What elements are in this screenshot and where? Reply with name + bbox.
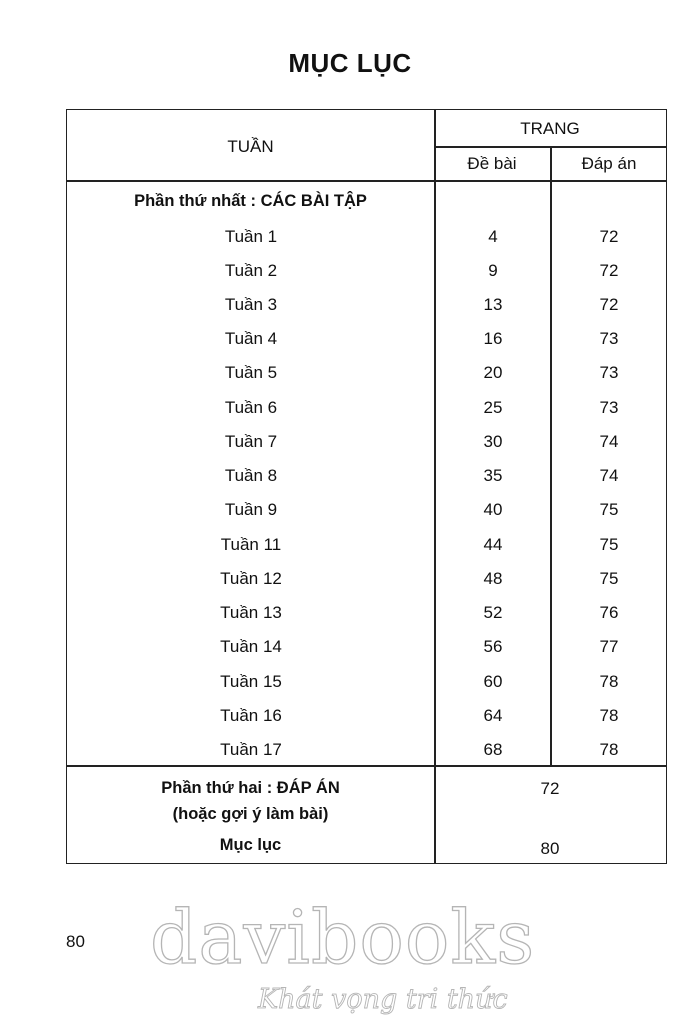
toc-table (66, 109, 667, 864)
dap-an-cell: 74 (599, 466, 619, 485)
week-cell: Tuần 5 (224, 363, 278, 382)
dap-an-cell: 76 (599, 603, 619, 622)
table-row (67, 432, 667, 466)
table-row (67, 398, 667, 432)
table-row (67, 535, 667, 569)
page-number: 80 (66, 932, 85, 951)
table-row (67, 295, 667, 329)
week-cell: Tuần 13 (220, 603, 282, 622)
table-row (67, 603, 667, 637)
week-cell: Tuần 15 (220, 672, 282, 691)
de-bai-cell: 16 (483, 329, 503, 348)
week-cell: Tuần 14 (220, 637, 282, 656)
dap-an-cell: 72 (599, 227, 619, 246)
page-title: MỤC LỤC (288, 48, 412, 78)
de-bai-cell: 30 (483, 432, 503, 451)
watermark-logo: davibooks (150, 895, 536, 981)
header-de-bai: Đề bài (467, 154, 517, 173)
week-cell: Tuần 1 (224, 227, 278, 246)
table-row (67, 569, 667, 603)
de-bai-cell: 44 (483, 535, 503, 554)
dap-an-cell: 78 (599, 706, 619, 725)
table-row (67, 706, 667, 740)
part2-label: Phần thứ hai : ĐÁP ÁN (161, 779, 340, 797)
week-cell: Tuần 3 (224, 295, 278, 314)
watermark-tagline: Khát vọng tri thức (258, 984, 508, 1015)
dap-an-cell: 78 (599, 672, 619, 691)
table-row (67, 637, 667, 671)
dap-an-cell: 72 (599, 261, 619, 280)
dap-an-cell: 75 (599, 535, 619, 554)
header-dap-an: Đáp án (581, 154, 637, 173)
week-cell: Tuần 17 (220, 740, 282, 759)
de-bai-cell: 52 (483, 603, 503, 622)
table-row (67, 672, 667, 706)
dap-an-cell: 73 (599, 398, 619, 417)
week-cell: Tuần 11 (220, 535, 282, 554)
part2-sublabel: (hoặc gợi ý làm bài) (172, 805, 329, 823)
de-bai-cell: 9 (488, 261, 498, 280)
table-row (67, 466, 667, 500)
de-bai-cell: 13 (483, 295, 503, 314)
de-bai-cell: 64 (483, 706, 503, 725)
week-cell: Tuần 9 (224, 500, 278, 519)
dap-an-cell: 77 (599, 637, 619, 656)
header-bottom-line (67, 180, 666, 182)
de-bai-cell: 40 (483, 500, 503, 519)
dap-an-cell: 78 (599, 740, 619, 759)
dap-an-cell: 73 (599, 329, 619, 348)
week-cell: Tuần 16 (220, 706, 282, 725)
week-cell: Tuần 6 (224, 398, 278, 417)
dap-an-cell: 75 (599, 569, 619, 588)
muc-luc-label: Mục lục (219, 836, 282, 854)
week-cell: Tuần 7 (224, 432, 278, 451)
week-cell: Tuần 12 (220, 569, 282, 588)
de-bai-cell: 4 (488, 227, 498, 246)
de-bai-cell: 48 (483, 569, 503, 588)
muc-luc-page: 80 (540, 839, 560, 858)
table-row (67, 261, 667, 295)
de-bai-cell: 25 (483, 398, 503, 417)
dap-an-cell: 73 (599, 363, 619, 382)
dap-an-cell: 72 (599, 295, 619, 314)
table-row (67, 329, 667, 363)
part2-page: 72 (540, 779, 560, 798)
de-bai-cell: 35 (483, 466, 503, 485)
part1-label: Phần thứ nhất : CÁC BÀI TẬP (134, 192, 367, 210)
table-row (67, 740, 667, 774)
week-cell: Tuần 4 (224, 329, 278, 348)
header-trang: TRANG (520, 119, 580, 138)
dap-an-cell: 75 (599, 500, 619, 519)
header-split-line (434, 146, 666, 148)
de-bai-cell: 20 (483, 363, 503, 382)
header-tuan: TUẦN (227, 137, 274, 156)
table-row (67, 363, 667, 397)
week-cell: Tuần 2 (224, 261, 278, 280)
week-cell: Tuần 8 (224, 466, 278, 485)
dap-an-cell: 74 (599, 432, 619, 451)
de-bai-cell: 60 (483, 672, 503, 691)
table-row (67, 227, 667, 261)
table-row (67, 500, 667, 534)
de-bai-cell: 68 (483, 740, 503, 759)
de-bai-cell: 56 (483, 637, 503, 656)
